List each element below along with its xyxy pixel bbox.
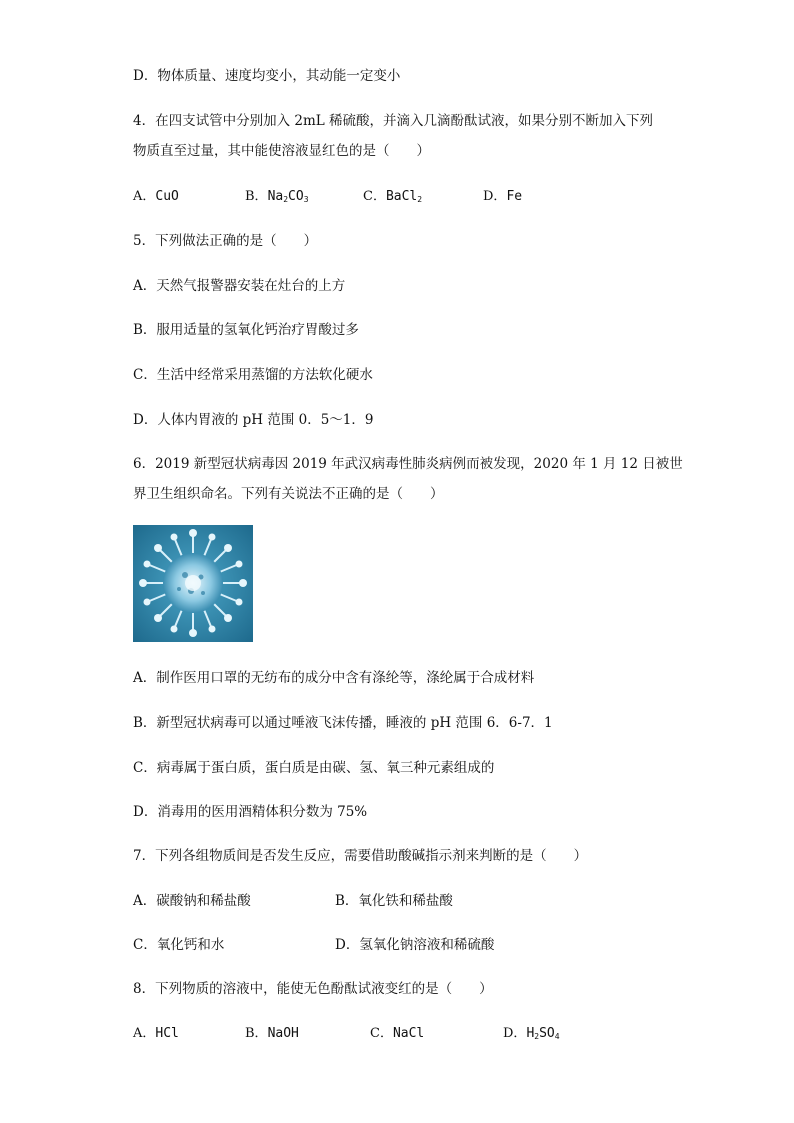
q5-option-b: B．服用适量的氢氧化钙治疗胃酸过多 (133, 322, 359, 338)
q6-stem-line1: 6．2019 新型冠状病毒因 2019 年武汉病毒性肺炎病例而被发现，2020 年 1 月 12 日被世 (133, 456, 683, 472)
q4-option-c: C．BaCl$_2$ (363, 189, 423, 204)
q6-option-b: B．新型冠状病毒可以通过唾液飞沫传播，睡液的 pH 范围 6．6-7．1 (133, 715, 553, 731)
q6-stem-line2: 界卫生组织命名。下列有关说法不正确的是（ ） (133, 486, 444, 502)
q5-option-c: C．生活中经常采用蒸馏的方法软化硬水 (133, 367, 373, 383)
q6-option-a: A．制作医用口罩的无纺布的成分中含有涤纶等，涤纶属于合成材料 (133, 670, 535, 686)
q7-option-a: A．碳酸钠和稀盐酸 (133, 893, 251, 909)
q5-option-d: D．人体内胃液的 pH 范围 0．5～1．9 (133, 412, 374, 428)
q7-option-c: C．氧化钙和水 (133, 937, 225, 953)
q8-option-d: D．$H_2SO_4$ (503, 1026, 560, 1041)
q8-option-c: C．NaCl (370, 1026, 425, 1041)
q5-stem: 5．下列做法正确的是（ ） (133, 233, 318, 249)
q3-option-d: D．物体质量、速度均变小，其动能一定变小 (133, 68, 401, 84)
q8-stem: 8．下列物质的溶液中，能使无色酚酞试液变红的是（ ） (133, 981, 493, 997)
q7-stem: 7．下列各组物质间是否发生反应，需要借助酸碱指示剂来判断的是（ ） (133, 848, 588, 864)
q4-stem-line2: 物质直至过量，其中能使溶液显红色的是（ ） (133, 143, 430, 159)
q7-option-b: B．氧化铁和稀盐酸 (335, 893, 453, 909)
q4-option-b: B．$Na_2CO_3$ (245, 189, 309, 204)
q4-stem-line1: 4．在四支试管中分别加入 2mL 稀硫酸，并滴入几滴酚酞试液，如果分别不断加入下列 (133, 113, 654, 129)
q4-option-a: A．CuO (133, 189, 179, 204)
q6-option-d: D．消毒用的医用酒精体积分数为 75% (133, 804, 368, 820)
q7-option-d: D．氢氧化钠溶液和稀硫酸 (335, 937, 495, 953)
q4-option-d: D．Fe (483, 189, 523, 204)
q8-option-a: A．HCl (133, 1026, 179, 1041)
q6-option-c: C．病毒属于蛋白质，蛋白质是由碳、氢、氧三种元素组成的 (133, 760, 495, 776)
q8-option-b: B．NaOH (245, 1026, 299, 1041)
q5-option-a: A．天然气报警器安装在灶台的上方 (133, 278, 346, 294)
coronavirus-illustration-icon (133, 525, 253, 642)
